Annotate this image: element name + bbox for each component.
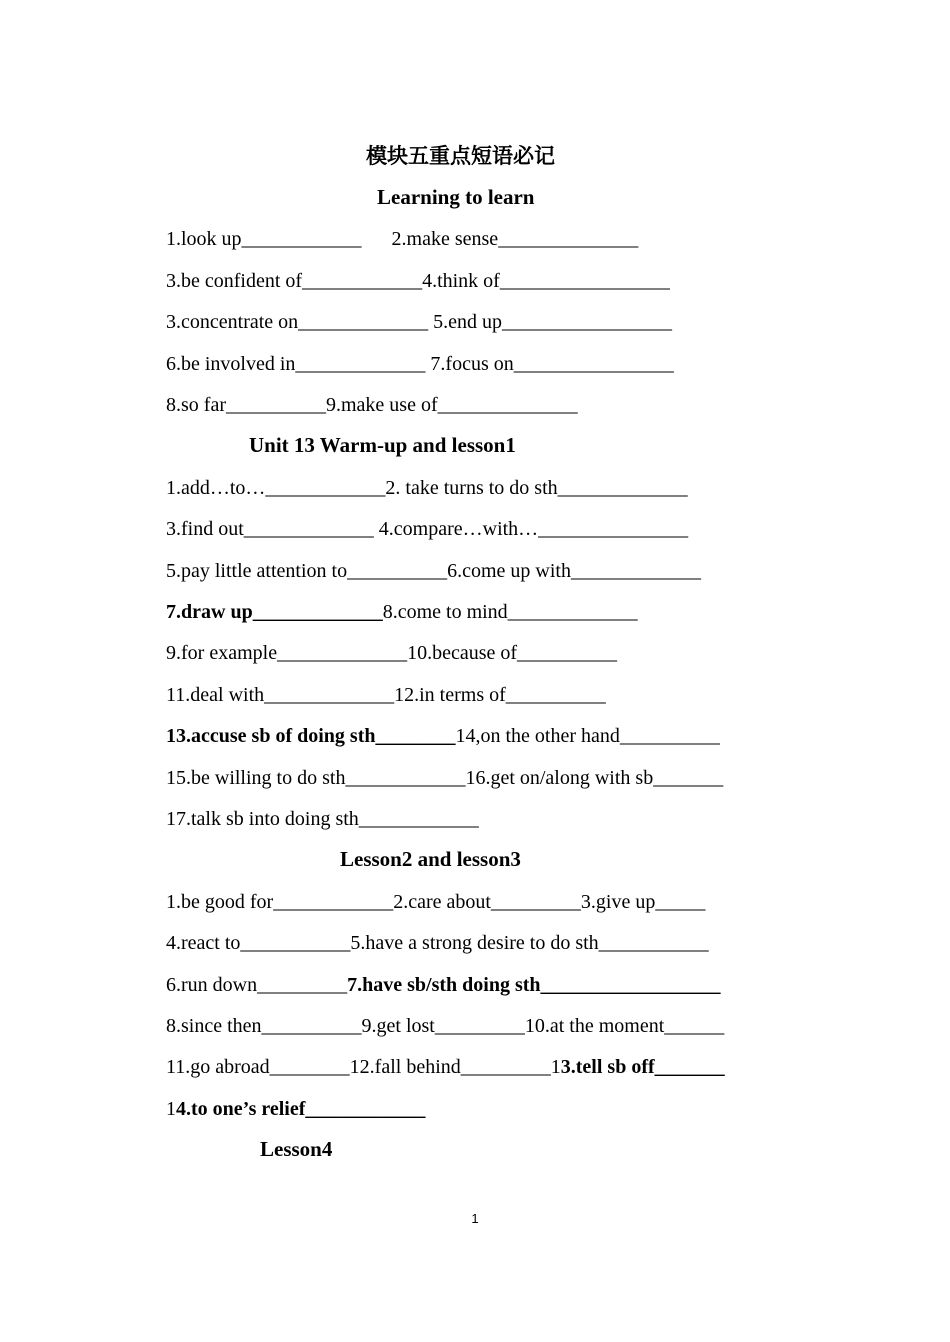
phrase-text: 6.be involved in_____________ 7.focus on________________: [166, 352, 674, 375]
section-heading: Learning to learn: [377, 185, 535, 209]
phrase-text-bold: 7.draw up_____________: [166, 601, 383, 623]
phrase-text: 8.since then__________9.get lost_________10.at the moment______: [166, 1015, 725, 1037]
phrase-line: [166, 268, 670, 294]
phrase-text-bold: 13.accuse sb of doing sth________: [166, 725, 456, 748]
phrase-text: 17.talk sb into doing sth____________: [166, 808, 479, 830]
phrase-line: [166, 889, 705, 915]
section-heading: Lesson4: [260, 1137, 333, 1162]
phrase-line: [166, 930, 709, 956]
phrase-line: [166, 475, 688, 501]
phrase-text: 1.look up____________ 2.make sense______________: [166, 228, 639, 251]
phrase-text: 15.be willing to do sth____________16.get on/along with sb_______: [166, 766, 724, 789]
phrase-text: 11.deal with_____________12.in terms of__________: [166, 683, 606, 706]
phrase-line: [166, 765, 723, 791]
phrase-text: 3.find out_____________ 4.compare…with…_______________: [166, 518, 689, 541]
phrase-line: [166, 309, 672, 335]
section-heading: Lesson2 and lesson3: [340, 847, 521, 872]
phrase-text: 3.concentrate on_____________ 5.end up_________________: [166, 311, 673, 334]
phrase-line: [166, 1096, 425, 1122]
phrase-text-bold: 7.have sb/sth doing sth__________________: [347, 973, 721, 996]
phrase-line: [166, 806, 479, 832]
phrase-line: [166, 226, 638, 252]
phrase-text: 1.be good for____________2.care about_________3.give up_____: [166, 890, 706, 913]
phrase-text: 8.come to mind_____________: [382, 601, 638, 623]
phrase-line: [166, 972, 721, 998]
phrase-line: [166, 1054, 725, 1080]
phrase-text: 14,on the other hand__________: [455, 725, 720, 748]
phrase-text: 11.go abroad________12.fall behind_________1: [166, 1056, 561, 1079]
phrase-text-bold: 4.to one’s relief____________: [176, 1097, 426, 1120]
document-title: 模块五重点短语必记: [366, 144, 555, 168]
phrase-line: [166, 392, 578, 418]
phrase-line: [166, 1013, 724, 1039]
phrase-line: [166, 682, 606, 708]
phrase-text: 1.add…to…____________2. take turns to do sth_____________: [166, 476, 688, 499]
page-number: 1: [471, 1211, 479, 1226]
phrase-line: [166, 640, 617, 666]
phrase-text: 5.pay little attention to__________6.come up with_____________: [166, 559, 701, 582]
phrase-line: [166, 599, 638, 625]
phrase-text: 6.run down_________: [166, 973, 348, 996]
phrase-line: [166, 351, 674, 377]
phrase-text: 9.for example_____________10.because of__________: [166, 642, 618, 665]
phrase-line: [166, 516, 688, 542]
phrase-line: [166, 723, 720, 749]
phrase-line: [166, 558, 701, 584]
phrase-text: 1: [166, 1097, 176, 1120]
phrase-text: 8.so far__________9.make use of______________: [166, 394, 578, 416]
phrase-text: 4.react to___________5.have a strong desire to do sth___________: [166, 932, 709, 955]
phrase-text-bold: 3.tell sb off_______: [560, 1056, 725, 1079]
phrase-text: 3.be confident of____________4.think of_________________: [166, 269, 670, 292]
section-heading: Unit 13 Warm-up and lesson1: [249, 433, 516, 458]
